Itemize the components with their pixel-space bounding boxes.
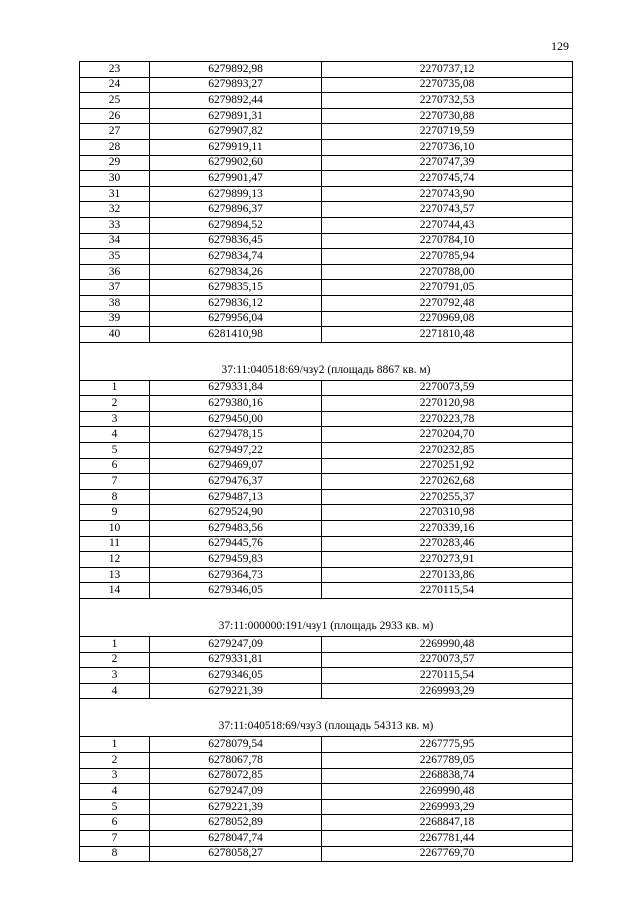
point-number-cell: 6: [80, 458, 150, 474]
table-row: [80, 396, 573, 412]
point-number-cell: 8: [80, 489, 150, 505]
y-coordinate-cell: 2270073,57: [322, 652, 573, 668]
x-coordinate-cell: 6279899,13: [150, 186, 322, 202]
y-coordinate-cell: 2270791,05: [322, 280, 573, 296]
table-row: [80, 93, 573, 109]
y-coordinate-cell: 2270743,57: [322, 202, 573, 218]
x-coordinate-cell: 6279891,31: [150, 108, 322, 124]
y-coordinate-cell: 2270073,59: [322, 380, 573, 396]
x-coordinate-cell: 6279380,16: [150, 396, 322, 412]
page-number: 129: [551, 39, 569, 53]
point-number-cell: 2: [80, 652, 150, 668]
table-row: [80, 380, 573, 396]
point-number-cell: 40: [80, 327, 150, 343]
y-coordinate-cell: 2269990,48: [322, 637, 573, 653]
table-row: [80, 668, 573, 684]
y-coordinate-cell: 2267781,44: [322, 830, 573, 846]
y-coordinate-cell: 2267789,05: [322, 752, 573, 768]
x-coordinate-cell: 6279247,09: [150, 637, 322, 653]
x-coordinate-cell: 6279836,12: [150, 295, 322, 311]
table-row: [80, 217, 573, 233]
table-row: [80, 552, 573, 568]
y-coordinate-cell: 2270747,39: [322, 155, 573, 171]
point-number-cell: 39: [80, 311, 150, 327]
point-number-cell: 32: [80, 202, 150, 218]
table-row: [80, 202, 573, 218]
y-coordinate-cell: 2270732,53: [322, 93, 573, 109]
point-number-cell: 25: [80, 93, 150, 109]
point-number-cell: 4: [80, 427, 150, 443]
point-number-cell: 14: [80, 583, 150, 599]
y-coordinate-cell: 2270339,16: [322, 521, 573, 537]
y-coordinate-cell: 2270255,37: [322, 489, 573, 505]
point-number-cell: 4: [80, 784, 150, 800]
y-coordinate-cell: 2270115,54: [322, 583, 573, 599]
table-row: [80, 186, 573, 202]
table-row: [80, 280, 573, 296]
y-coordinate-cell: 2270737,12: [322, 62, 573, 78]
x-coordinate-cell: 6278047,74: [150, 830, 322, 846]
y-coordinate-cell: 2270204,70: [322, 427, 573, 443]
point-number-cell: 5: [80, 799, 150, 815]
section-title: 37:11:040518:69/чзу3 (площадь 54313 кв. м): [80, 699, 573, 737]
x-coordinate-cell: 6279893,27: [150, 77, 322, 93]
x-coordinate-cell: 6279445,76: [150, 536, 322, 552]
table-row: [80, 683, 573, 699]
table-row: [80, 139, 573, 155]
point-number-cell: 10: [80, 521, 150, 537]
x-coordinate-cell: 6279901,47: [150, 171, 322, 187]
table-row: [80, 737, 573, 753]
table-row: [80, 567, 573, 583]
y-coordinate-cell: 2270736,10: [322, 139, 573, 155]
table-row: [80, 443, 573, 459]
table-row: [80, 427, 573, 443]
y-coordinate-cell: 2270743,90: [322, 186, 573, 202]
table-row: [80, 474, 573, 490]
x-coordinate-cell: 6279497,22: [150, 443, 322, 459]
y-coordinate-cell: 2269993,29: [322, 683, 573, 699]
y-coordinate-cell: 2270792,48: [322, 295, 573, 311]
point-number-cell: 3: [80, 768, 150, 784]
y-coordinate-cell: 2270730,88: [322, 108, 573, 124]
section-header-row: [80, 599, 573, 637]
point-number-cell: 8: [80, 846, 150, 862]
x-coordinate-cell: 6279835,15: [150, 280, 322, 296]
x-coordinate-cell: 6279487,13: [150, 489, 322, 505]
x-coordinate-cell: 6281410,98: [150, 327, 322, 343]
y-coordinate-cell: 2270262,68: [322, 474, 573, 490]
x-coordinate-cell: 6279483,56: [150, 521, 322, 537]
y-coordinate-cell: 2270273,91: [322, 552, 573, 568]
x-coordinate-cell: 6279331,84: [150, 380, 322, 396]
point-number-cell: 26: [80, 108, 150, 124]
y-coordinate-cell: 2269993,29: [322, 799, 573, 815]
point-number-cell: 2: [80, 752, 150, 768]
y-coordinate-cell: 2270223,78: [322, 411, 573, 427]
x-coordinate-cell: 6279836,45: [150, 233, 322, 249]
point-number-cell: 5: [80, 443, 150, 459]
point-number-cell: 30: [80, 171, 150, 187]
table-row: [80, 536, 573, 552]
y-coordinate-cell: 2270310,98: [322, 505, 573, 521]
y-coordinate-cell: 2268838,74: [322, 768, 573, 784]
y-coordinate-cell: 2270251,92: [322, 458, 573, 474]
point-number-cell: 35: [80, 249, 150, 265]
point-number-cell: 27: [80, 124, 150, 140]
point-number-cell: 1: [80, 380, 150, 396]
x-coordinate-cell: 6279459,83: [150, 552, 322, 568]
table-row: [80, 799, 573, 815]
y-coordinate-cell: 2270785,94: [322, 249, 573, 265]
table-row: [80, 77, 573, 93]
table-row: [80, 155, 573, 171]
y-coordinate-cell: 2267769,70: [322, 846, 573, 862]
x-coordinate-cell: 6278058,27: [150, 846, 322, 862]
x-coordinate-cell: 6279221,39: [150, 799, 322, 815]
point-number-cell: 13: [80, 567, 150, 583]
point-number-cell: 9: [80, 505, 150, 521]
section-header-row: [80, 699, 573, 737]
y-coordinate-cell: 2270744,43: [322, 217, 573, 233]
point-number-cell: 36: [80, 264, 150, 280]
x-coordinate-cell: 6279469,07: [150, 458, 322, 474]
x-coordinate-cell: 6278067,78: [150, 752, 322, 768]
table-row: [80, 411, 573, 427]
x-coordinate-cell: 6279902,60: [150, 155, 322, 171]
table-row: [80, 752, 573, 768]
x-coordinate-cell: 6279919,11: [150, 139, 322, 155]
point-number-cell: 29: [80, 155, 150, 171]
table-row: [80, 249, 573, 265]
point-number-cell: 28: [80, 139, 150, 155]
y-coordinate-cell: 2270735,08: [322, 77, 573, 93]
table-row: [80, 830, 573, 846]
coordinates-table-body: [80, 62, 573, 862]
x-coordinate-cell: 6279476,37: [150, 474, 322, 490]
x-coordinate-cell: 6279346,05: [150, 583, 322, 599]
point-number-cell: 37: [80, 280, 150, 296]
y-coordinate-cell: 2270745,74: [322, 171, 573, 187]
point-number-cell: 1: [80, 637, 150, 653]
y-coordinate-cell: 2271810,48: [322, 327, 573, 343]
y-coordinate-cell: 2270133,86: [322, 567, 573, 583]
x-coordinate-cell: 6279346,05: [150, 668, 322, 684]
point-number-cell: 24: [80, 77, 150, 93]
coordinates-table: [79, 61, 573, 862]
x-coordinate-cell: 6279834,26: [150, 264, 322, 280]
table-row: [80, 768, 573, 784]
point-number-cell: 38: [80, 295, 150, 311]
x-coordinate-cell: 6279896,37: [150, 202, 322, 218]
table-row: [80, 295, 573, 311]
table-row: [80, 846, 573, 862]
x-coordinate-cell: 6279247,09: [150, 784, 322, 800]
y-coordinate-cell: 2270283,46: [322, 536, 573, 552]
table-row: [80, 233, 573, 249]
point-number-cell: 3: [80, 668, 150, 684]
y-coordinate-cell: 2270120,98: [322, 396, 573, 412]
x-coordinate-cell: 6279524,90: [150, 505, 322, 521]
x-coordinate-cell: 6279221,39: [150, 683, 322, 699]
x-coordinate-cell: 6279892,44: [150, 93, 322, 109]
y-coordinate-cell: 2270115,54: [322, 668, 573, 684]
point-number-cell: 34: [80, 233, 150, 249]
point-number-cell: 11: [80, 536, 150, 552]
x-coordinate-cell: 6278079,54: [150, 737, 322, 753]
point-number-cell: 31: [80, 186, 150, 202]
table-row: [80, 815, 573, 831]
y-coordinate-cell: 2268847,18: [322, 815, 573, 831]
table-row: [80, 62, 573, 78]
y-coordinate-cell: 2270788,00: [322, 264, 573, 280]
table-row: [80, 311, 573, 327]
point-number-cell: 4: [80, 683, 150, 699]
point-number-cell: 3: [80, 411, 150, 427]
section-title: 37:11:000000:191/чзу1 (площадь 2933 кв. м): [80, 599, 573, 637]
x-coordinate-cell: 6279892,98: [150, 62, 322, 78]
point-number-cell: 12: [80, 552, 150, 568]
table-row: [80, 458, 573, 474]
table-row: [80, 264, 573, 280]
point-number-cell: 2: [80, 396, 150, 412]
table-row: [80, 583, 573, 599]
y-coordinate-cell: 2267775,95: [322, 737, 573, 753]
table-row: [80, 637, 573, 653]
table-row: [80, 124, 573, 140]
table-row: [80, 784, 573, 800]
point-number-cell: 7: [80, 474, 150, 490]
x-coordinate-cell: 6279450,00: [150, 411, 322, 427]
x-coordinate-cell: 6279478,15: [150, 427, 322, 443]
section-title: 37:11:040518:69/чзу2 (площадь 8867 кв. м): [80, 342, 573, 380]
point-number-cell: 6: [80, 815, 150, 831]
x-coordinate-cell: 6278072,85: [150, 768, 322, 784]
table-row: [80, 489, 573, 505]
table-row: [80, 171, 573, 187]
x-coordinate-cell: 6279894,52: [150, 217, 322, 233]
y-coordinate-cell: 2270784,10: [322, 233, 573, 249]
table-row: [80, 521, 573, 537]
point-number-cell: 1: [80, 737, 150, 753]
table-row: [80, 108, 573, 124]
y-coordinate-cell: 2269990,48: [322, 784, 573, 800]
x-coordinate-cell: 6279834,74: [150, 249, 322, 265]
x-coordinate-cell: 6279364,73: [150, 567, 322, 583]
section-header-row: [80, 342, 573, 380]
x-coordinate-cell: 6278052,89: [150, 815, 322, 831]
table-row: [80, 505, 573, 521]
point-number-cell: 33: [80, 217, 150, 233]
x-coordinate-cell: 6279907,82: [150, 124, 322, 140]
point-number-cell: 23: [80, 62, 150, 78]
table-row: [80, 327, 573, 343]
point-number-cell: 7: [80, 830, 150, 846]
x-coordinate-cell: 6279331,81: [150, 652, 322, 668]
table-row: [80, 652, 573, 668]
y-coordinate-cell: 2270232,85: [322, 443, 573, 459]
y-coordinate-cell: 2270969,08: [322, 311, 573, 327]
y-coordinate-cell: 2270719,59: [322, 124, 573, 140]
x-coordinate-cell: 6279956,04: [150, 311, 322, 327]
